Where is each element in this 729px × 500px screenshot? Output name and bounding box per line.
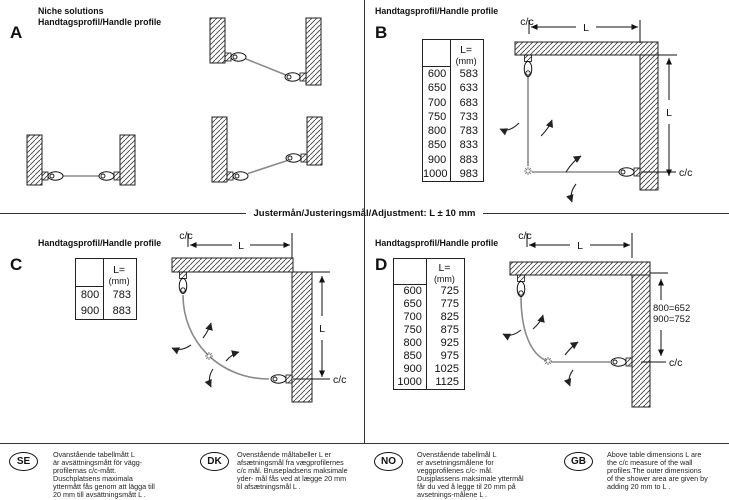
section-d-title: Handtagsprofil/Handle profile bbox=[375, 238, 499, 248]
table-row: 900 883 bbox=[76, 303, 136, 319]
table-row: 600 725 bbox=[394, 285, 464, 298]
note-dk-text: Ovenstående måltabeller L er afsætningsmål fra vægprofilernes c/c mål. Brusepladsens maksimale yder- mål fås ved at lægge 20 mm til afsætningsmål L . bbox=[237, 450, 348, 492]
cc-label-side: c/c bbox=[669, 357, 683, 369]
table-row: 1000 1125 bbox=[394, 376, 464, 389]
divider-line-right bbox=[483, 213, 729, 214]
cc-label-top: c/c bbox=[520, 16, 534, 28]
section-a-title bbox=[38, 6, 161, 28]
table-row: 800 783 bbox=[76, 287, 136, 303]
badge-no: NO bbox=[374, 452, 403, 471]
table-c bbox=[75, 258, 137, 320]
diagram-a-niche-3 bbox=[212, 117, 322, 182]
l-label-side: L bbox=[666, 107, 672, 119]
table-row: 750 733 bbox=[423, 110, 483, 124]
cc-label-side: c/c bbox=[333, 374, 347, 386]
table-row: 800 925 bbox=[394, 337, 464, 350]
section-a-title-line2: Handtagsprofil/Handle profile bbox=[38, 17, 162, 27]
wall-profile-icon bbox=[225, 53, 246, 61]
pivot-icon bbox=[524, 167, 532, 175]
section-a-title-line1: Niche solutions bbox=[38, 6, 104, 16]
door-panel bbox=[183, 295, 269, 379]
wall-profile-icon bbox=[42, 172, 63, 180]
badge-gb: GB bbox=[564, 452, 593, 471]
note-gb-text: Above table dimensions L are the c/c measure of the wall profiles.The outer dimensions of the shower area are given by adding 20 mm to L . bbox=[607, 450, 708, 492]
wall-profile-icon bbox=[524, 55, 532, 77]
section-b-title: Handtagsprofil/Handle profile bbox=[375, 6, 499, 16]
table-row: 700 825 bbox=[394, 311, 464, 324]
column-header: L= bbox=[460, 44, 473, 56]
swing-arrows bbox=[500, 120, 581, 202]
handle-profile-icon bbox=[611, 358, 632, 366]
vertical-divider bbox=[364, 0, 365, 443]
diagram-c bbox=[172, 230, 346, 402]
footer-divider bbox=[0, 443, 729, 444]
table-row: 800 783 bbox=[423, 124, 483, 138]
table-row: 900 883 bbox=[423, 153, 483, 167]
l-label-top: L bbox=[577, 240, 583, 252]
diagram-a-niche-1 bbox=[210, 18, 321, 85]
table-row: 600 583 bbox=[423, 67, 483, 81]
table-row: 650 633 bbox=[423, 81, 483, 95]
handle-profile-icon bbox=[99, 172, 120, 180]
table-d bbox=[393, 258, 465, 390]
wall-profile-icon bbox=[227, 172, 248, 180]
section-c-letter: C bbox=[10, 255, 23, 274]
table-row: 1000 983 bbox=[423, 168, 478, 181]
pivot-icon bbox=[205, 352, 213, 360]
column-header: L= bbox=[113, 264, 126, 276]
diagram-a-niche-2 bbox=[27, 135, 135, 185]
door-panel bbox=[248, 160, 289, 174]
table-row: 700 683 bbox=[423, 96, 483, 110]
table-b bbox=[422, 39, 484, 182]
swing-arrows bbox=[172, 323, 239, 387]
table-row: 850 975 bbox=[394, 350, 464, 363]
l-label-side: L bbox=[319, 323, 325, 335]
section-c-title: Handtagsprofil/Handle profile bbox=[38, 238, 162, 248]
table-row: 650 775 bbox=[394, 298, 464, 311]
wall-profile-icon bbox=[517, 275, 525, 297]
table-c-header bbox=[76, 259, 136, 287]
note-se-text: Ovanstående tabellmått L är avsättningsmått för vägg- profilernas c/c-mått. Duschplatsens maximala yttermått fås genom att lägga till 20 mm till avsättningsmått L . bbox=[53, 450, 155, 500]
table-d-header bbox=[394, 259, 464, 285]
section-d-letter: D bbox=[375, 255, 388, 274]
wall-profile-icon bbox=[179, 272, 187, 294]
diagram-d bbox=[503, 230, 690, 407]
table-row: 900 1025 bbox=[394, 363, 464, 376]
column-unit: (mm) bbox=[433, 274, 455, 284]
cc-label-side: c/c bbox=[679, 167, 693, 179]
table-row: 850 833 bbox=[423, 138, 483, 152]
adjustment-divider bbox=[0, 206, 729, 220]
handle-profile-icon bbox=[286, 154, 307, 162]
diagram-b bbox=[500, 16, 692, 202]
divider-line-left bbox=[0, 213, 246, 214]
pivot-icon bbox=[544, 357, 552, 365]
handle-profile-icon bbox=[271, 375, 292, 383]
note-no-text: Ovenstående tabellmål L er avsetningsmålene for veggprofilenes c/c- mål. Dusjplassens maksimale yttermål får du ved å legge til 20 mm på avsetnings-målene L . bbox=[417, 450, 524, 500]
section-b-letter: B bbox=[375, 23, 388, 42]
adjustment-text: Justermån/Justeringsmål/Adjustment: L ± 10 mm bbox=[253, 207, 476, 219]
side-note-line1: 800=652 bbox=[653, 303, 691, 314]
swing-arrows bbox=[503, 315, 578, 386]
table-b-header bbox=[423, 40, 483, 67]
column-header: L= bbox=[438, 262, 451, 274]
cc-label-top: c/c bbox=[179, 230, 193, 242]
cc-label-top: c/c bbox=[518, 230, 532, 242]
badge-dk: DK bbox=[200, 452, 229, 471]
walls bbox=[510, 262, 650, 407]
door-panel bbox=[246, 59, 286, 75]
badge-se: SE bbox=[9, 452, 38, 471]
handle-profile-icon bbox=[619, 168, 640, 176]
l-label-top: L bbox=[238, 240, 244, 252]
handle-profile-icon bbox=[285, 73, 306, 81]
side-note-line2: 900=752 bbox=[653, 314, 691, 325]
column-unit: (mm) bbox=[455, 56, 477, 66]
table-row: 750 875 bbox=[394, 324, 464, 337]
section-a-letter: A bbox=[10, 23, 23, 42]
l-label-top: L bbox=[583, 22, 589, 34]
column-unit: (mm) bbox=[108, 276, 130, 286]
